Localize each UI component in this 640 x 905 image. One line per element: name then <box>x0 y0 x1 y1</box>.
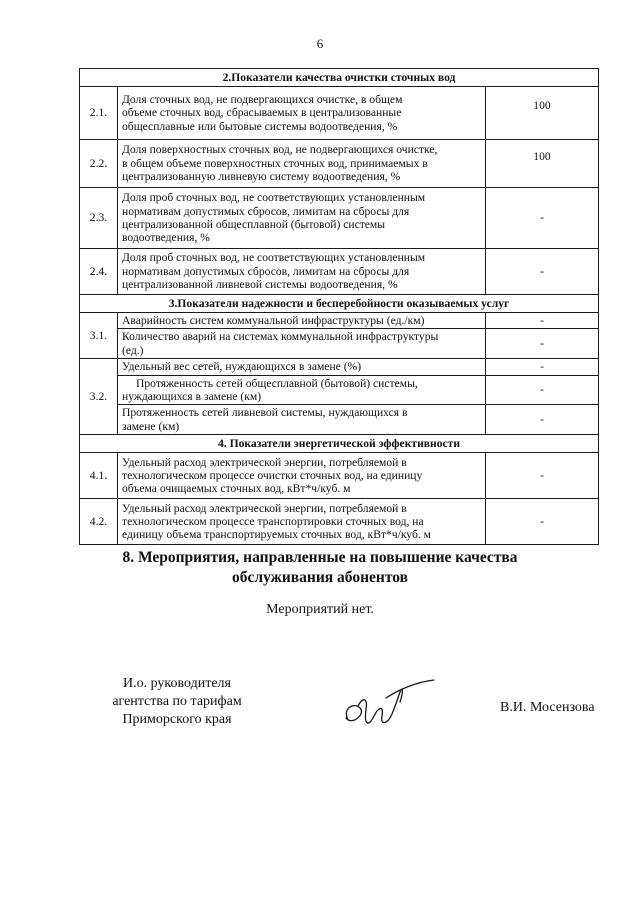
row-description <box>118 499 486 545</box>
table-row <box>80 140 599 188</box>
description-line: Протяженность сетей общесплавной (бытовой) системы, <box>136 376 418 390</box>
table-row <box>80 405 599 435</box>
section-title: 2.Показатели качества очистки сточных вод <box>80 69 599 87</box>
description-line: Удельный расход электрической энергии, потребляемой в <box>122 501 407 515</box>
row-value: - <box>486 499 599 545</box>
row-number: 4.2. <box>80 499 118 545</box>
row-description <box>118 188 486 249</box>
description-line: Удельный расход электрической энергии, потребляемой в <box>122 455 407 469</box>
description-line: технологическом процессе очистки сточных вод, на единицу <box>122 469 423 483</box>
description-line: (ед.) <box>122 343 144 357</box>
row-number: 4.1. <box>80 453 118 499</box>
heading-line: 8. Мероприятия, направленные на повышение качества <box>122 549 518 566</box>
signer-title-line: И.о. руководителя <box>122 676 231 691</box>
indicators-table <box>79 68 599 545</box>
signer-name: В.И. Мосензова <box>500 700 595 715</box>
description-line: нуждающихся в замене (км) <box>122 390 262 404</box>
row-number: 3.2. <box>80 359 118 435</box>
row-value: 100 <box>486 140 599 188</box>
signer-title <box>92 675 262 729</box>
table-row <box>80 499 599 545</box>
description-line: Доля проб сточных вод, не соответствующих установленным <box>122 191 426 205</box>
row-number: 2.3. <box>80 188 118 249</box>
row-value: - <box>486 405 599 435</box>
row-value: - <box>486 329 599 359</box>
row-description <box>118 359 486 375</box>
row-value: - <box>486 375 599 405</box>
row-description <box>118 329 486 359</box>
section-title: 3.Показатели надежности и бесперебойности оказываемых услуг <box>80 295 599 313</box>
table-row <box>80 249 599 295</box>
no-measures-text: Мероприятий нет. <box>266 602 374 617</box>
row-description <box>118 453 486 499</box>
row-value: - <box>486 453 599 499</box>
description-line: централизованной ливневой системы водоотведения, % <box>122 278 398 292</box>
description-line: объема очищаемых сточных вод, кВт*ч/куб. м <box>122 482 351 496</box>
row-description <box>118 375 486 405</box>
row-number: 2.2. <box>80 140 118 188</box>
description-line: в общем объеме поверхностных сточных вод, принимаемых в <box>122 156 428 170</box>
table-row <box>80 359 599 375</box>
description-line: объеме сточных вод, сбрасываемых в централизованные <box>122 106 402 120</box>
table-row <box>80 188 599 249</box>
table-row <box>80 375 599 405</box>
description-line: водоотведения, % <box>122 231 210 245</box>
description-line: Удельный вес сетей, нуждающихся в замене (%) <box>122 360 362 374</box>
row-description <box>118 140 486 188</box>
description-line: технологическом процессе транспортировки сточных вод, на <box>122 515 424 529</box>
signer-title-line: агентства по тарифам <box>112 694 242 709</box>
description-line: замене (км) <box>122 419 180 433</box>
row-value: - <box>486 188 599 249</box>
row-value: - <box>486 313 599 329</box>
description-line: нормативам допустимых сбросов, лимитам на сбросы для <box>122 264 410 278</box>
signer-title-line: Приморского края <box>122 712 232 727</box>
description-line: централизованной общесплавной (бытовой) системы <box>122 218 386 231</box>
section-title: 4. Показатели энергетической эффективности <box>80 435 599 453</box>
description-line: Количество аварий на системах коммунальной инфраструктуры <box>122 330 439 344</box>
handwritten-signature <box>338 668 438 736</box>
row-value: - <box>486 249 599 295</box>
description-line: Доля поверхностных сточных вод, не подвергающихся очистке, <box>122 143 438 157</box>
table-row <box>80 329 599 359</box>
description-line: Доля проб сточных вод, не соответствующих установленным <box>122 251 426 265</box>
table-row <box>80 453 599 499</box>
description-line: Протяженность сетей ливневой системы, нуждающихся в <box>122 406 408 420</box>
row-number: 2.1. <box>80 87 118 140</box>
section-8-heading <box>0 548 640 588</box>
description-line: централизованную ливневую систему водоотведения, % <box>122 170 401 184</box>
page-number: 6 <box>316 36 324 51</box>
description-line: нормативам допустимых сбросов, лимитам на сбросы для <box>122 204 410 218</box>
description-line: единицу объема транспортируемых сточных вод, кВт*ч/куб. м <box>122 528 431 542</box>
section-header-reliability <box>80 295 599 313</box>
row-value: - <box>486 359 599 375</box>
section-header-energy <box>80 435 599 453</box>
description-line: общесплавные или бытовые системы водоотведения, % <box>122 119 398 133</box>
row-number: 3.1. <box>80 313 118 359</box>
section-header-quality <box>80 69 599 87</box>
row-description <box>118 249 486 295</box>
heading-line: обслуживания абонентов <box>232 569 408 586</box>
row-value: 100 <box>486 87 599 140</box>
row-description <box>118 87 486 140</box>
table-row <box>80 87 599 140</box>
table-row <box>80 313 599 329</box>
row-description <box>118 405 486 435</box>
description-line: Доля сточных вод, не подвергающихся очистке, в общем <box>122 92 403 106</box>
row-description <box>118 313 486 329</box>
description-line: Аварийность систем коммунальной инфраструктуры (ед./км) <box>122 314 425 327</box>
row-number: 2.4. <box>80 249 118 295</box>
